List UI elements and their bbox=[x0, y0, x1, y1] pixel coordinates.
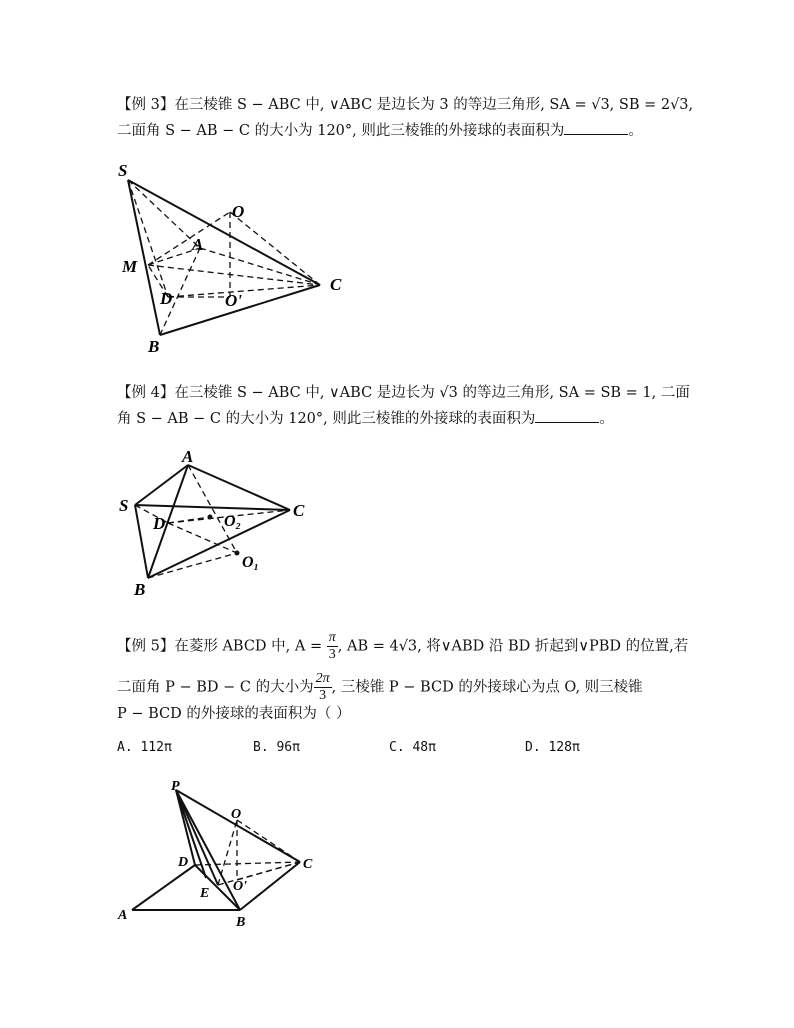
ex4-label-s: S bbox=[119, 496, 129, 515]
ex4-label-o1: O₁ bbox=[242, 554, 260, 571]
ex3-label-a: A bbox=[192, 235, 204, 254]
ex5-frac2-num: 2π bbox=[315, 671, 330, 686]
ex5-option-d: D. 128π bbox=[525, 740, 580, 755]
ex4-label-d: D bbox=[153, 514, 166, 533]
ex3-label-d: D bbox=[160, 289, 173, 308]
ex5-frac1-den: 3 bbox=[328, 647, 336, 662]
ex5-label-b: B bbox=[236, 915, 246, 930]
ex5-frac1-num: π bbox=[328, 630, 336, 645]
ex5-line2-a: 二面角 P − BD − C 的大小为 bbox=[117, 679, 314, 696]
ex3-label-m: M bbox=[122, 257, 138, 276]
ex5-label-c: C bbox=[303, 857, 313, 872]
ex5-frac2-den: 3 bbox=[319, 688, 327, 703]
ex5-label-o: O bbox=[231, 807, 242, 822]
ex3-label-c: C bbox=[330, 275, 342, 294]
ex3-period: 。 bbox=[628, 123, 643, 139]
ex5-label-d: D bbox=[178, 855, 189, 870]
ex5-label-oprime: O' bbox=[233, 879, 247, 894]
ex3-question-line2-text: 二面角 S − AB − C 的大小为 120°, 则此三棱锥的外接球的表面积为 bbox=[117, 123, 565, 139]
ex4-question-line2-text: 角 S − AB − C 的大小为 120°, 则此三棱锥的外接球的表面积为 bbox=[117, 411, 536, 427]
ex3-question-line1: 【例 3】在三棱锥 S − ABC 中, ∨ABC 是边长为 3 的等边三角形, SA = √3, SB = 2√3, bbox=[117, 97, 694, 113]
ex4-label-o2: O₂ bbox=[224, 513, 242, 530]
ex5-label-p: P bbox=[171, 779, 180, 794]
ex3-label-s: S bbox=[118, 161, 128, 180]
ex5-option-b: B. 96π bbox=[253, 740, 300, 755]
ex5-line1-a: 【例 5】在菱形 ABCD 中, A = bbox=[117, 638, 327, 655]
ex5-line1-b: , AB = 4√3, 将∨ABD 沿 BD 折起到∨PBD 的位置,若 bbox=[337, 638, 689, 655]
ex5-option-a: A. 112π bbox=[117, 740, 172, 755]
ex5-question-line3: P − BCD 的外接球的表面积为（ ） bbox=[117, 706, 351, 722]
ex3-label-b: B bbox=[148, 337, 160, 356]
ex4-label-a: A bbox=[182, 447, 194, 466]
ex5-label-e: E bbox=[200, 886, 210, 901]
ex4-period: 。 bbox=[599, 411, 614, 427]
ex4-label-b: B bbox=[134, 580, 146, 599]
ex5-label-a: A bbox=[118, 908, 128, 923]
ex5-option-c: C. 48π bbox=[389, 740, 436, 755]
ex4-question-line1: 【例 4】在三棱锥 S − ABC 中, ∨ABC 是边长为 √3 的等边三角形, SA = SB = 1, 二面 bbox=[117, 385, 690, 401]
ex3-label-oprime: O' bbox=[225, 291, 242, 310]
ex5-line2-b: , 三棱锥 P − BCD 的外接球心为点 O, 则三棱锥 bbox=[331, 679, 643, 696]
ex4-label-c: C bbox=[293, 501, 305, 520]
ex3-label-o: O bbox=[232, 202, 245, 221]
